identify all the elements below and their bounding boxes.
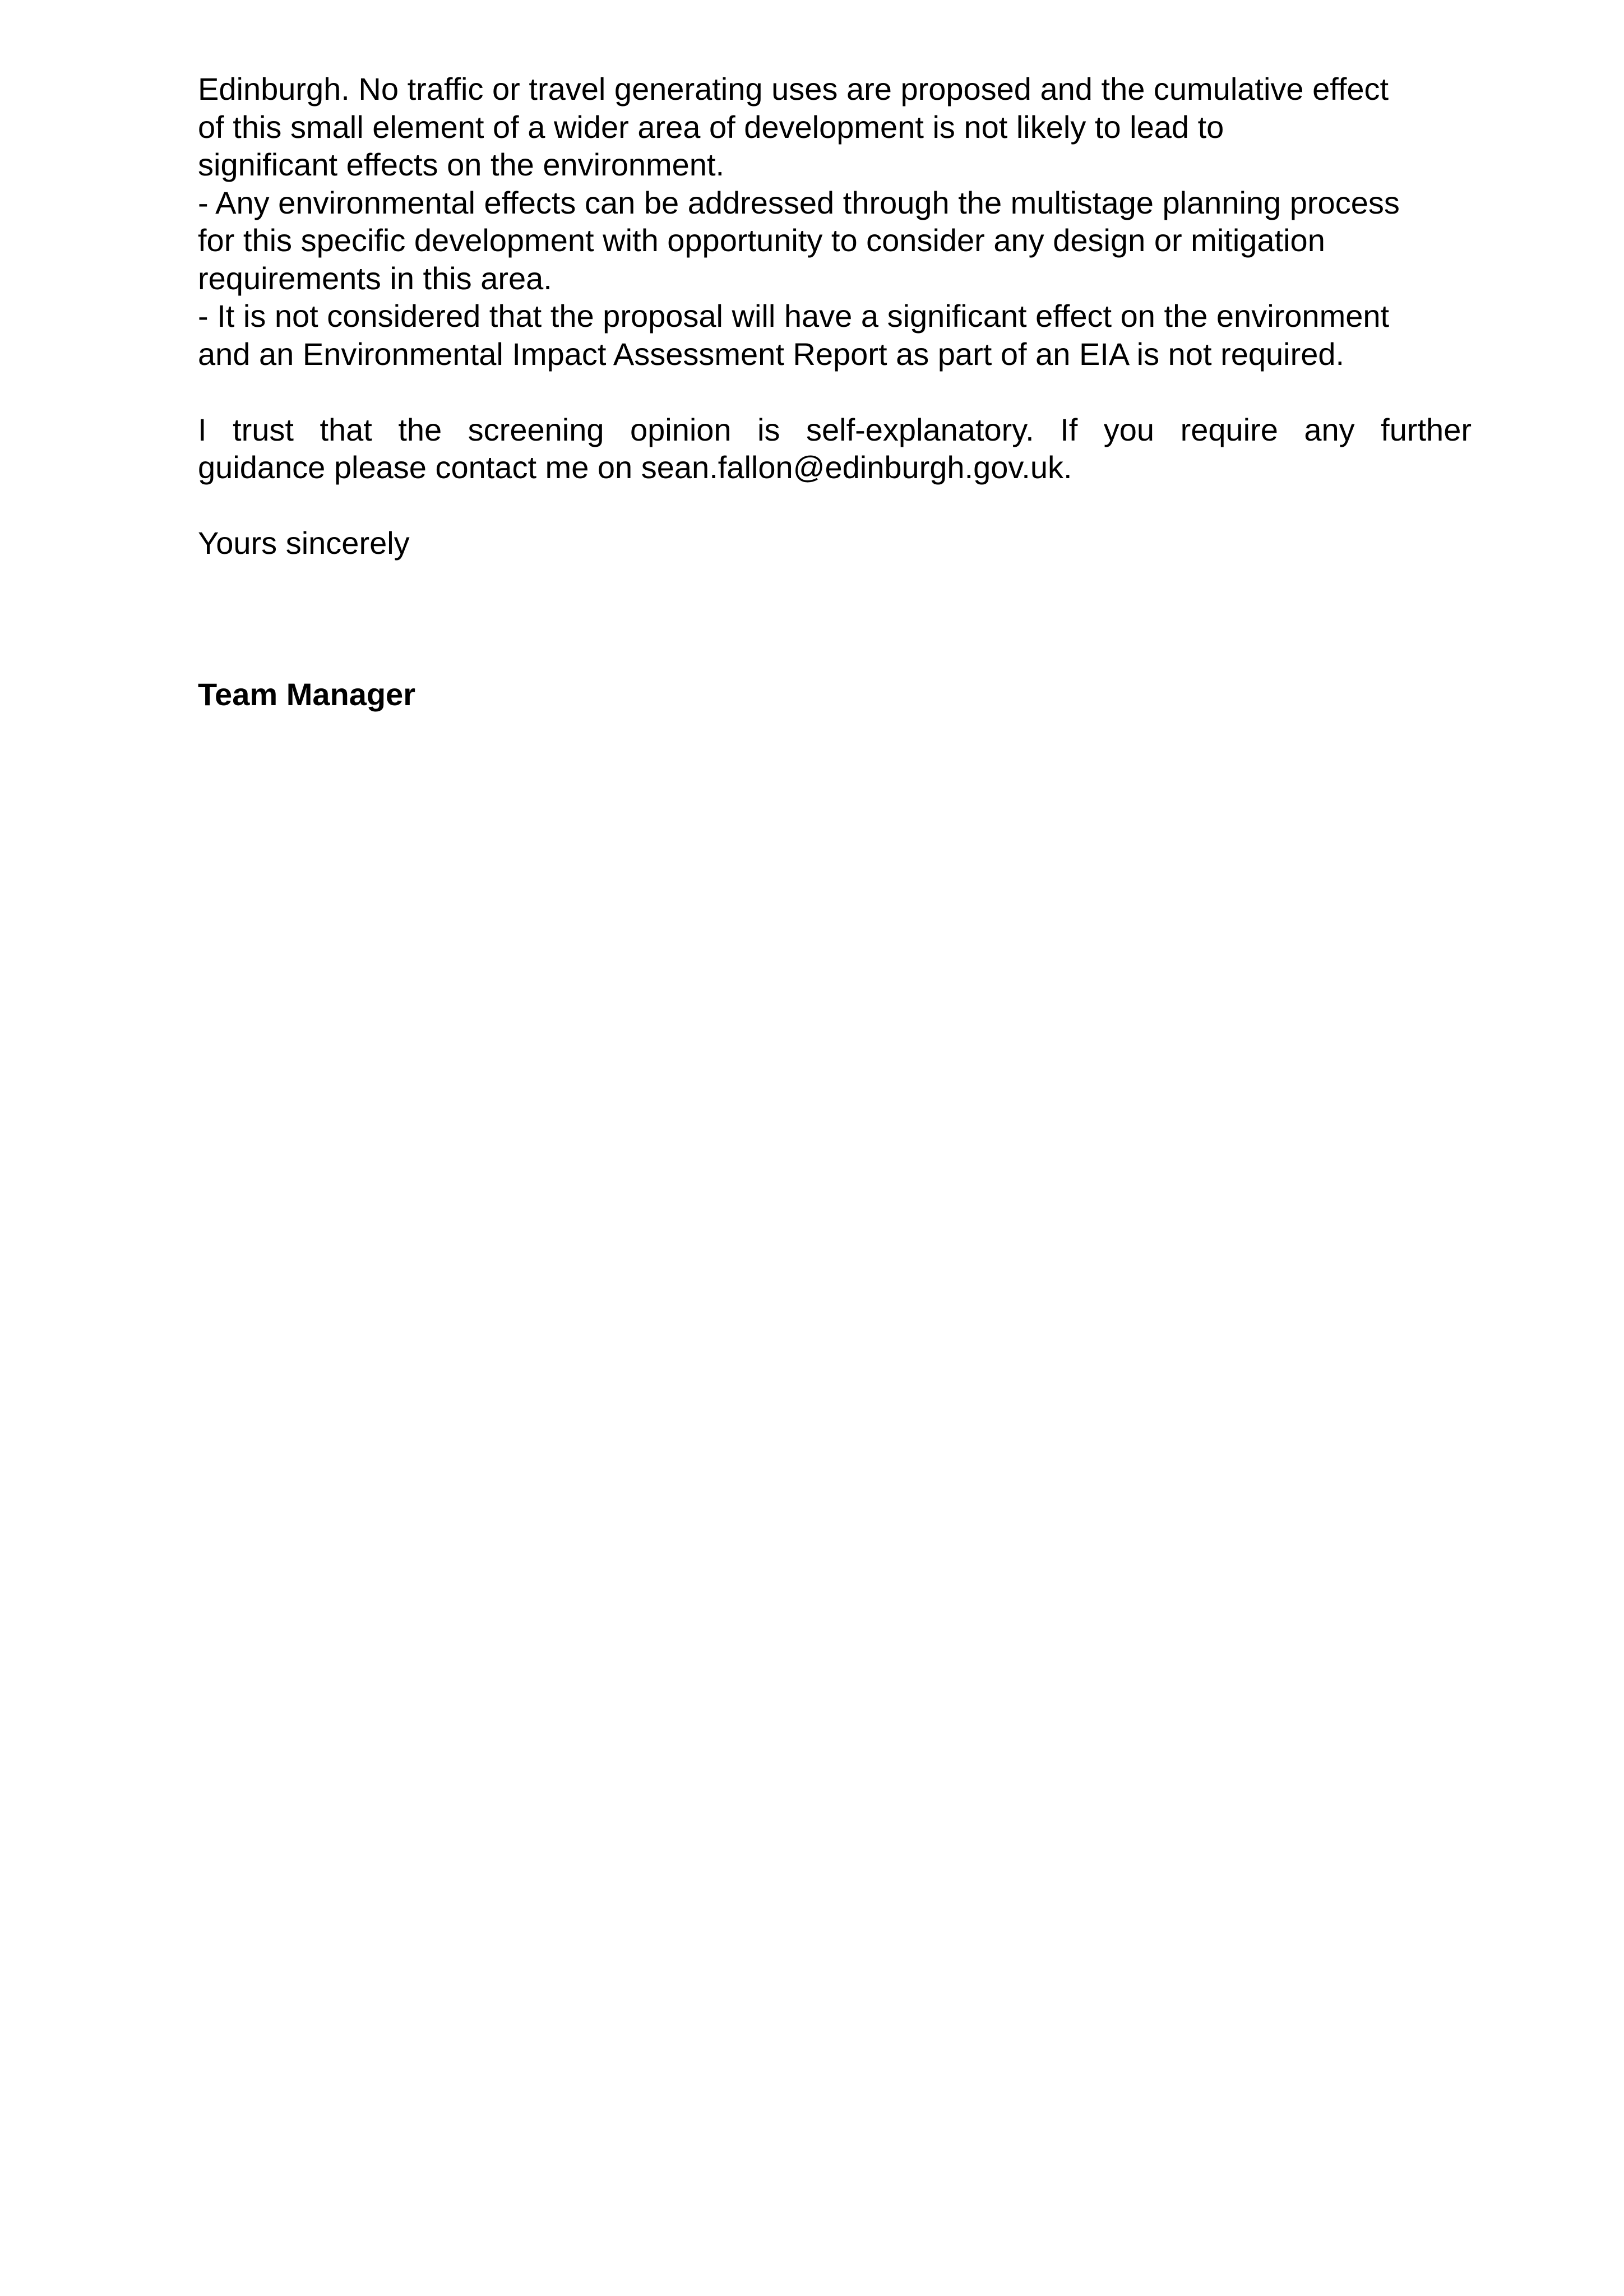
paragraph-spacer	[198, 487, 1472, 525]
text-line: of this small element of a wider area of development is not likely to lead to	[198, 109, 1224, 145]
signature-space	[198, 562, 1472, 675]
text-line-contact-email: guidance please contact me on sean.fallon@edinburgh.gov.uk.	[198, 450, 1072, 485]
paragraph-contact	[198, 411, 1472, 487]
signatory-title: Team Manager	[198, 676, 415, 712]
letter-body	[198, 70, 1472, 713]
text-line: for this specific development with opportunity to consider any design or mitigation	[198, 223, 1325, 258]
text-line: requirements in this area.	[198, 260, 552, 296]
text-line: and an Environmental Impact Assessment Report as part of an EIA is not required.	[198, 336, 1345, 372]
text-line-justified: I trust that the screening opinion is self-explanatory. If you require any further	[198, 411, 1472, 447]
paragraph-spacer	[198, 373, 1472, 411]
text-line: Edinburgh. No traffic or travel generating uses are proposed and the cumulative effect	[198, 71, 1389, 107]
closing-salutation: Yours sincerely	[198, 525, 410, 561]
paragraph-screening-conclusions	[198, 70, 1472, 373]
text-line: - Any environmental effects can be addressed through the multistage planning process	[198, 184, 1400, 220]
text-line: - It is not considered that the proposal will have a significant effect on the environment	[198, 298, 1390, 334]
text-line: significant effects on the environment.	[198, 147, 725, 182]
